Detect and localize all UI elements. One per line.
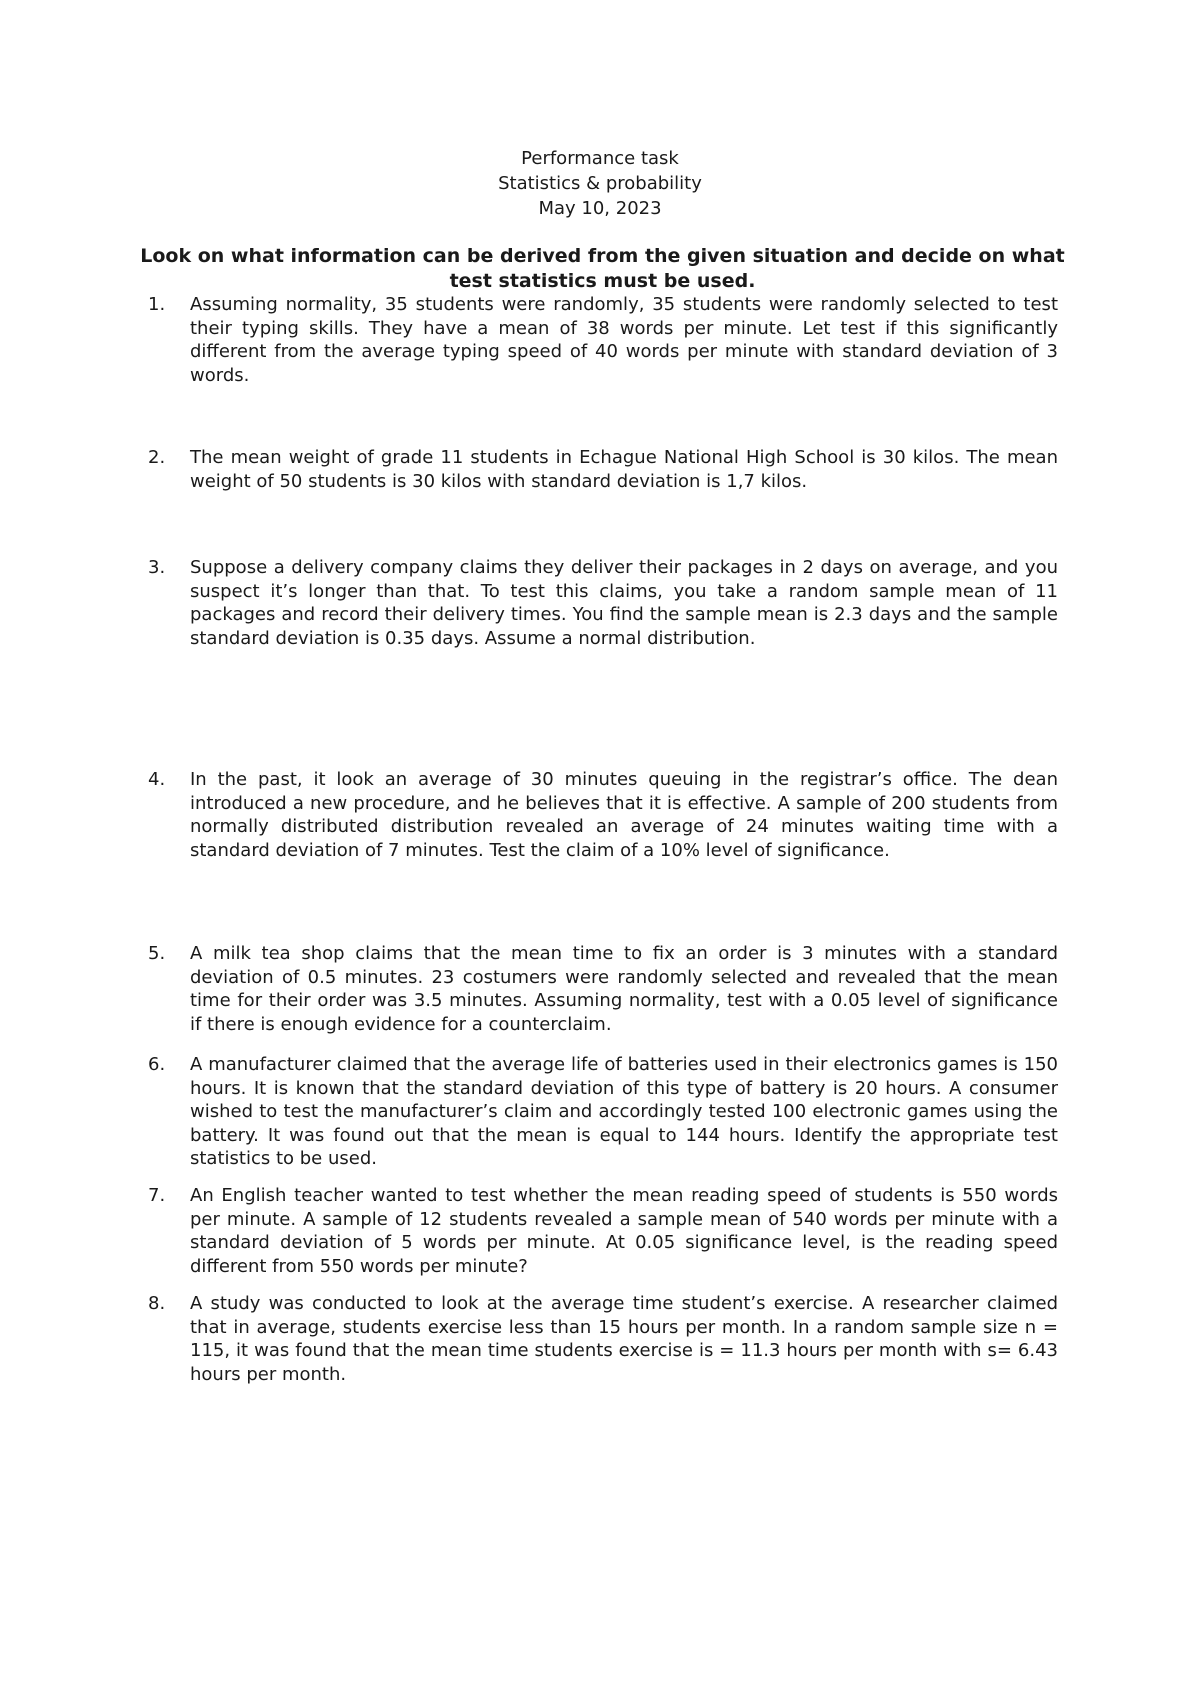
list-item bbox=[148, 1184, 1058, 1278]
item-text: Assuming normality, 35 students were randomly, 35 students were randomly selected to test their typing skills. They have a mean of 38 words per minute. Let test if this significantly different from the average typing speed of 40 words per minute with standard deviation of 3 words. bbox=[190, 294, 1058, 386]
list-item bbox=[148, 556, 1058, 650]
instructions: Look on what information can be derived from the given situation and decide on what test statistics must be used. bbox=[140, 245, 1065, 292]
item-text: A manufacturer claimed that the average life of batteries used in their electronics games is 150 hours. It is known that the standard deviation of this type of battery is 20 hours. A consumer wished to test the manufacturer’s claim and accordingly tested 100 electronic games using the battery. It was found out that the mean is equal to 144 hours. Identify the appropriate test statistics to be used. bbox=[190, 1054, 1058, 1169]
item-text: Suppose a delivery company claims they deliver their packages in 2 days on average, and you suspect it’s longer than that. To test this claims, you take a random sample mean of 11 packages and record their delivery times. You find the sample mean is 2.3 days and the sample standard deviation is 0.35 days. Assume a normal distribution. bbox=[190, 557, 1058, 649]
document-header bbox=[0, 146, 1200, 221]
item-number: 8. bbox=[148, 1293, 166, 1314]
list-item bbox=[148, 1053, 1058, 1171]
item-number: 1. bbox=[148, 294, 166, 315]
list-item bbox=[148, 1292, 1058, 1386]
list-item bbox=[148, 942, 1058, 1036]
item-number: 5. bbox=[148, 943, 166, 964]
item-number: 3. bbox=[148, 557, 166, 578]
header-subject: Statistics & probability bbox=[498, 173, 702, 194]
list-item bbox=[148, 768, 1058, 862]
item-text: A study was conducted to look at the average time student’s exercise. A researcher claimed that in average, students exercise less than 15 hours per month. In a random sample size n = 115, it was found that the mean time students exercise is = 11.3 hours per month with s= 6.43 hours per month. bbox=[190, 1293, 1058, 1385]
item-text: A milk tea shop claims that the mean time to fix an order is 3 minutes with a standard deviation of 0.5 minutes. 23 costumers were randomly selected and revealed that the mean time for their order was 3.5 minutes. Assuming normality, test with a 0.05 level of significance if there is enough evidence for a counterclaim. bbox=[190, 943, 1058, 1035]
item-number: 6. bbox=[148, 1054, 166, 1075]
header-date: May 10, 2023 bbox=[538, 198, 662, 219]
list-item bbox=[148, 293, 1058, 387]
item-text: An English teacher wanted to test whether the mean reading speed of students is 550 words per minute. A sample of 12 students revealed a sample mean of 540 words per minute with a standard deviation of 5 words per minute. At 0.05 significance level, is the reading speed different from 550 words per minute? bbox=[190, 1185, 1058, 1277]
item-number: 2. bbox=[148, 447, 166, 468]
item-number: 7. bbox=[148, 1185, 166, 1206]
item-number: 4. bbox=[148, 769, 166, 790]
item-text: In the past, it look an average of 30 minutes queuing in the registrar’s office. The dean introduced a new procedure, and he believes that it is effective. A sample of 200 students from normally distributed distribution revealed an average of 24 minutes waiting time with a standard deviation of 7 minutes. Test the claim of a 10% level of significance. bbox=[190, 769, 1058, 861]
header-title: Performance task bbox=[521, 148, 679, 169]
item-text: The mean weight of grade 11 students in Echague National High School is 30 kilos. The mean weight of 50 students is 30 kilos with standard deviation is 1,7 kilos. bbox=[190, 447, 1058, 492]
list-item bbox=[148, 446, 1058, 493]
